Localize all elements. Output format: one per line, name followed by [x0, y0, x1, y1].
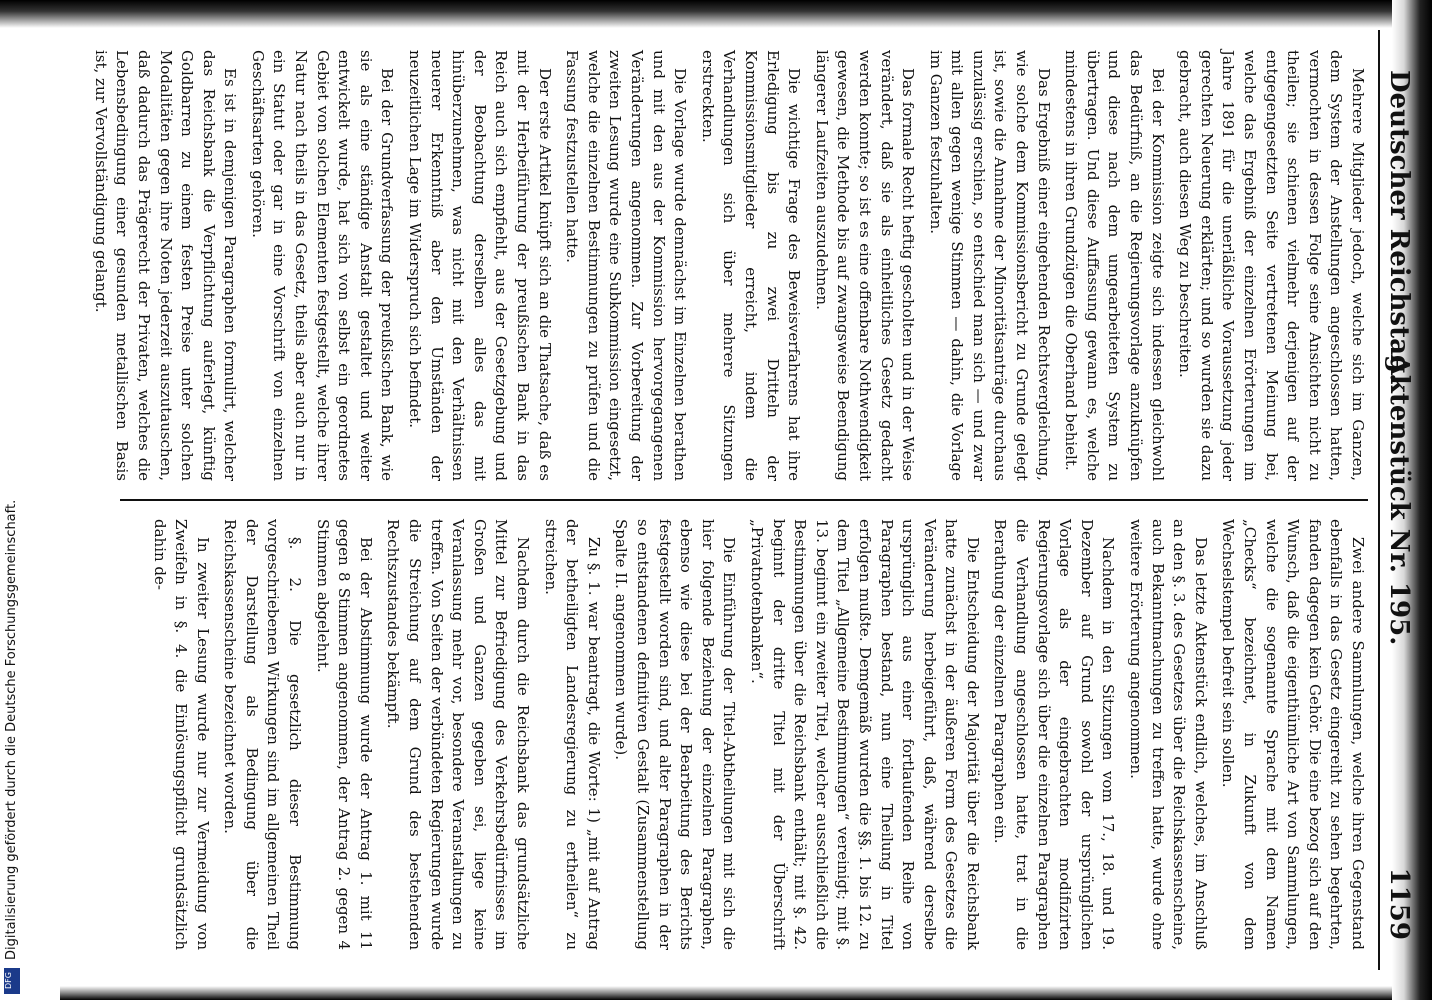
header-publication: Deutscher Reichstag. [1384, 70, 1414, 383]
paragraph: Mehrere Mitglieder jedoch, welche sich im Ganzen, dem System der Anstellungen angeschlossen hatten, vermochten in dessen Folge seine Ansichten nicht zu theilen; sie schienen vielmehr derjenigen auf der entgegengesetzten Seite vertretenen Meinung bei, welche das Ergebniß der einzelnen Erörterungen im Jahre 1891 für die unerläßliche Voraussetzung jeder gerechten Neuerung erklärten; und so wurden sie dazu gebracht, auch diesen Weg zu beschreiten. [1176, 50, 1367, 481]
paragraph: Zwei andere Sammlungen, welche ihren Gegenstand ebenfalls in das Gesetz eingereiht zu sehen begehrten, fanden dagegen kein Gehör. Die eine bezog sich auf den Wunsch, daß die eigenthümliche Art von Sammlungen, welche die sogenannte Sprache mit dem Namen „Checks“ bezeichnet, in Zukunft von dem Wechselstempel befreit sein sollen. [1219, 519, 1367, 950]
text-column-right [120, 519, 1368, 950]
paragraph: Das formale Recht heftig gescholten und in der Weise verändert, daß sie als einheitliches Gesetz gedacht werden konnte; so ist es eine offenbare Nothwendigkeit gewesen, die Methode bis auf zwangsweise Beendigung längerer Laufzeiten auszudehnen. [812, 50, 918, 481]
dfg-logo: DFG [4, 968, 20, 994]
paragraph: Zu §. 1. war beantragt, die Worte: 1) „mit auf Antrag der betheiligten Landesregierung zu ertheilen“ zu streichen. [541, 519, 603, 950]
text-columns [91, 50, 1368, 950]
paragraph: Die Entscheidung der Majorität über die Reichsbank hatte zunächst in der äußeren Form des Gesetzes die Veränderung herbeigeführt, daß, während derselbe ursprünglich aus einer fortlaufenden Reihe von Paragraphen bestand, nun eine Theilung in Titel erfolgen mußte. Demgemäß wurden die §§. 1. bis 12. zu dem Titel „Allgemeine Bestimmungen“ vereinigt; mit §. 13. beginnt ein zweiter Titel, welcher ausschließlich die Bestimmungen über die Reichsbank enthält; mit §. 42. beginnt der dritte Titel mit der Überschrift „Privatnotenbanken“. [747, 519, 982, 950]
header-document-number: Aktenstück Nr. 195. [1384, 354, 1414, 646]
paragraph: Die Einführung der Titel-Abtheilungen mit sich die hier folgende Beziehung der einzelnen Paragraphen, ebenso wie diese bei der Bearbeitung des Berichts festgestellt worden sind, und alter Paragraphen in der so entstandenen definitiven Gestalt (Zusammenstellung Spalte II. angenommen wurde). [612, 519, 739, 950]
column-divider [120, 499, 1368, 501]
paragraph: In zweiter Lesung wurde nur zur Vermeidung von Zweifeln in §. 4. die Einlösungspflicht grundsätzlich dahin de- [150, 519, 212, 950]
rotated-page-content [91, 30, 1420, 970]
paragraph: Das Ergebniß einer eingehenden Rechtsvergleichung, wie solche dem Kommissionsbericht zu Grunde gelegt ist, sowie die Annahme der Minoritätsanträge durchaus unzulässig erschien, so entschied man sich — und zwar mit allen gegen wenige Stimmen — dahin, die Vorlage im Ganzen festzuhalten. [926, 50, 1053, 481]
paragraph: Nachdem durch die Reichsbank das grundsätzliche Mittel zur Befriedigung des Verkehrsbedürfnisses im Großen und Ganzen gegeben sei, liege keine Veranlassung mehr vor, besondere Veranstaltungen zu treffen. Von Seiten der verbündeten Regierungen wurde die Streichung auf dem Grund des bestehenden Rechtszustandes bekämpft. [384, 519, 533, 950]
paragraph: Das letzte Aktenstück endlich, welches, im Anschluß an den §. 3. des Gesetzes über die Reichskassenscheine, auch Bekanntmachungen zu treffen hatte, wurde ohne weitere Erörterung angenommen. [1127, 519, 1210, 950]
header-page-number: 1159 [1384, 867, 1414, 940]
paragraph: Nachdem in den Sitzungen vom 17., 18. und 19. Dezember auf Grund sowohl der ursprünglichen Vorlage als der eingebrachten modifizirten Regierungsvorlage sich über die einzelnen Paragraphen die Verhandlung angeschlossen hatte, trat in die Berathung der einzelnen Paragraphen ein. [991, 519, 1118, 950]
paragraph: Der erste Artikel knüpft sich an die Thatsache, daß es mit der Herbeiführung der preußischen Bank in das Reich auch sich empfiehlt, aus der Gesetzgebung und der Beobachtung derselben alles das mit hinüberzunehmen, was nicht mit den Verhältnissen neuerer Erkenntniß aber den Umständen der neuzeitlichen Lage im Widerspruch sich befindet. [406, 50, 554, 481]
paragraph: Die Vorlage wurde demnächst im Einzelnen berathen und mit den aus der Kommission hervorgegangenen Veränderungen angenommen. Zur Vorbereitung der zweiten Lesung wurde eine Subkommission eingesetzt, welche die einzelnen Bestimmungen zu prüfen und die Fassung festzustellen hatte. [563, 50, 690, 481]
paragraph: Bei der Grundverfassung der preußischen Bank, wie sie als eine ständige Anstalt gestaltet und weiter entwickelt wurde, hat sich von selbst ein geordnetes Gebiet von solchen Elementen festgestellt, welche ihrer Natur nach theils in das Gesetz, theils aber auch nur in ein Statut oder gar in eine Vorschrift von einzelnen Geschäftsarten gehören. [248, 50, 397, 481]
paragraph: §. 2. Die gesetzlich dieser Bestimmung vorgeschriebenen Wirkungen sind im allgemeinen Theil der Darstellung als Bedingung über die Reichskassenscheine bezeichnet worden. [221, 519, 305, 950]
page-header [1378, 30, 1420, 970]
text-column-left [91, 50, 1368, 481]
paragraph: Die wichtige Frage des Beweisverfahrens hat ihre Erledigung bis zu zwei Dritteln der Kommissionsmitglieder erreicht, indem die Verhandlungen sich über mehrere Sitzungen erstreckten. [698, 50, 804, 481]
footer-credit [4, 0, 26, 1000]
paragraph: Bei der Abstimmung wurde der Antrag 1. mit 11 gegen 8 Stimmen angenommen, der Antrag 2. gegen 4 Stimmen abgelehnt. [313, 519, 375, 950]
paragraph: Bei der Kommission zeigte sich indessen gleichwohl das Bedürfniß, an die Regierungsvorlage anzuknüpfen und diese nach dem umgearbeiteten System zu übertragen. Und diese Auffassung gewann es, welche mindestens in ihren Grundzügen die Oberhand behielt. [1062, 50, 1167, 481]
document-page [60, 30, 1420, 990]
scan-border-top [0, 0, 1432, 28]
funding-credit-text: Digitalisierung gefördert durch die Deutsche Forschungsgemeinschaft. [4, 499, 19, 960]
paragraph: Es ist in demjenigen Paragraphen formulirt, welcher das Reichsbank die Verpflichtung auferlegt, künftig Goldbarren zu einem festen Preise unter solchen Modalitäten gegen ihre Noten jederzeit auszutauschen, daß dadurch das Prägerecht der Privaten, welches die Lebensbedingung einer gesunden metallischen Basis ist, zur Vervollständigung gelangt. [91, 50, 240, 481]
